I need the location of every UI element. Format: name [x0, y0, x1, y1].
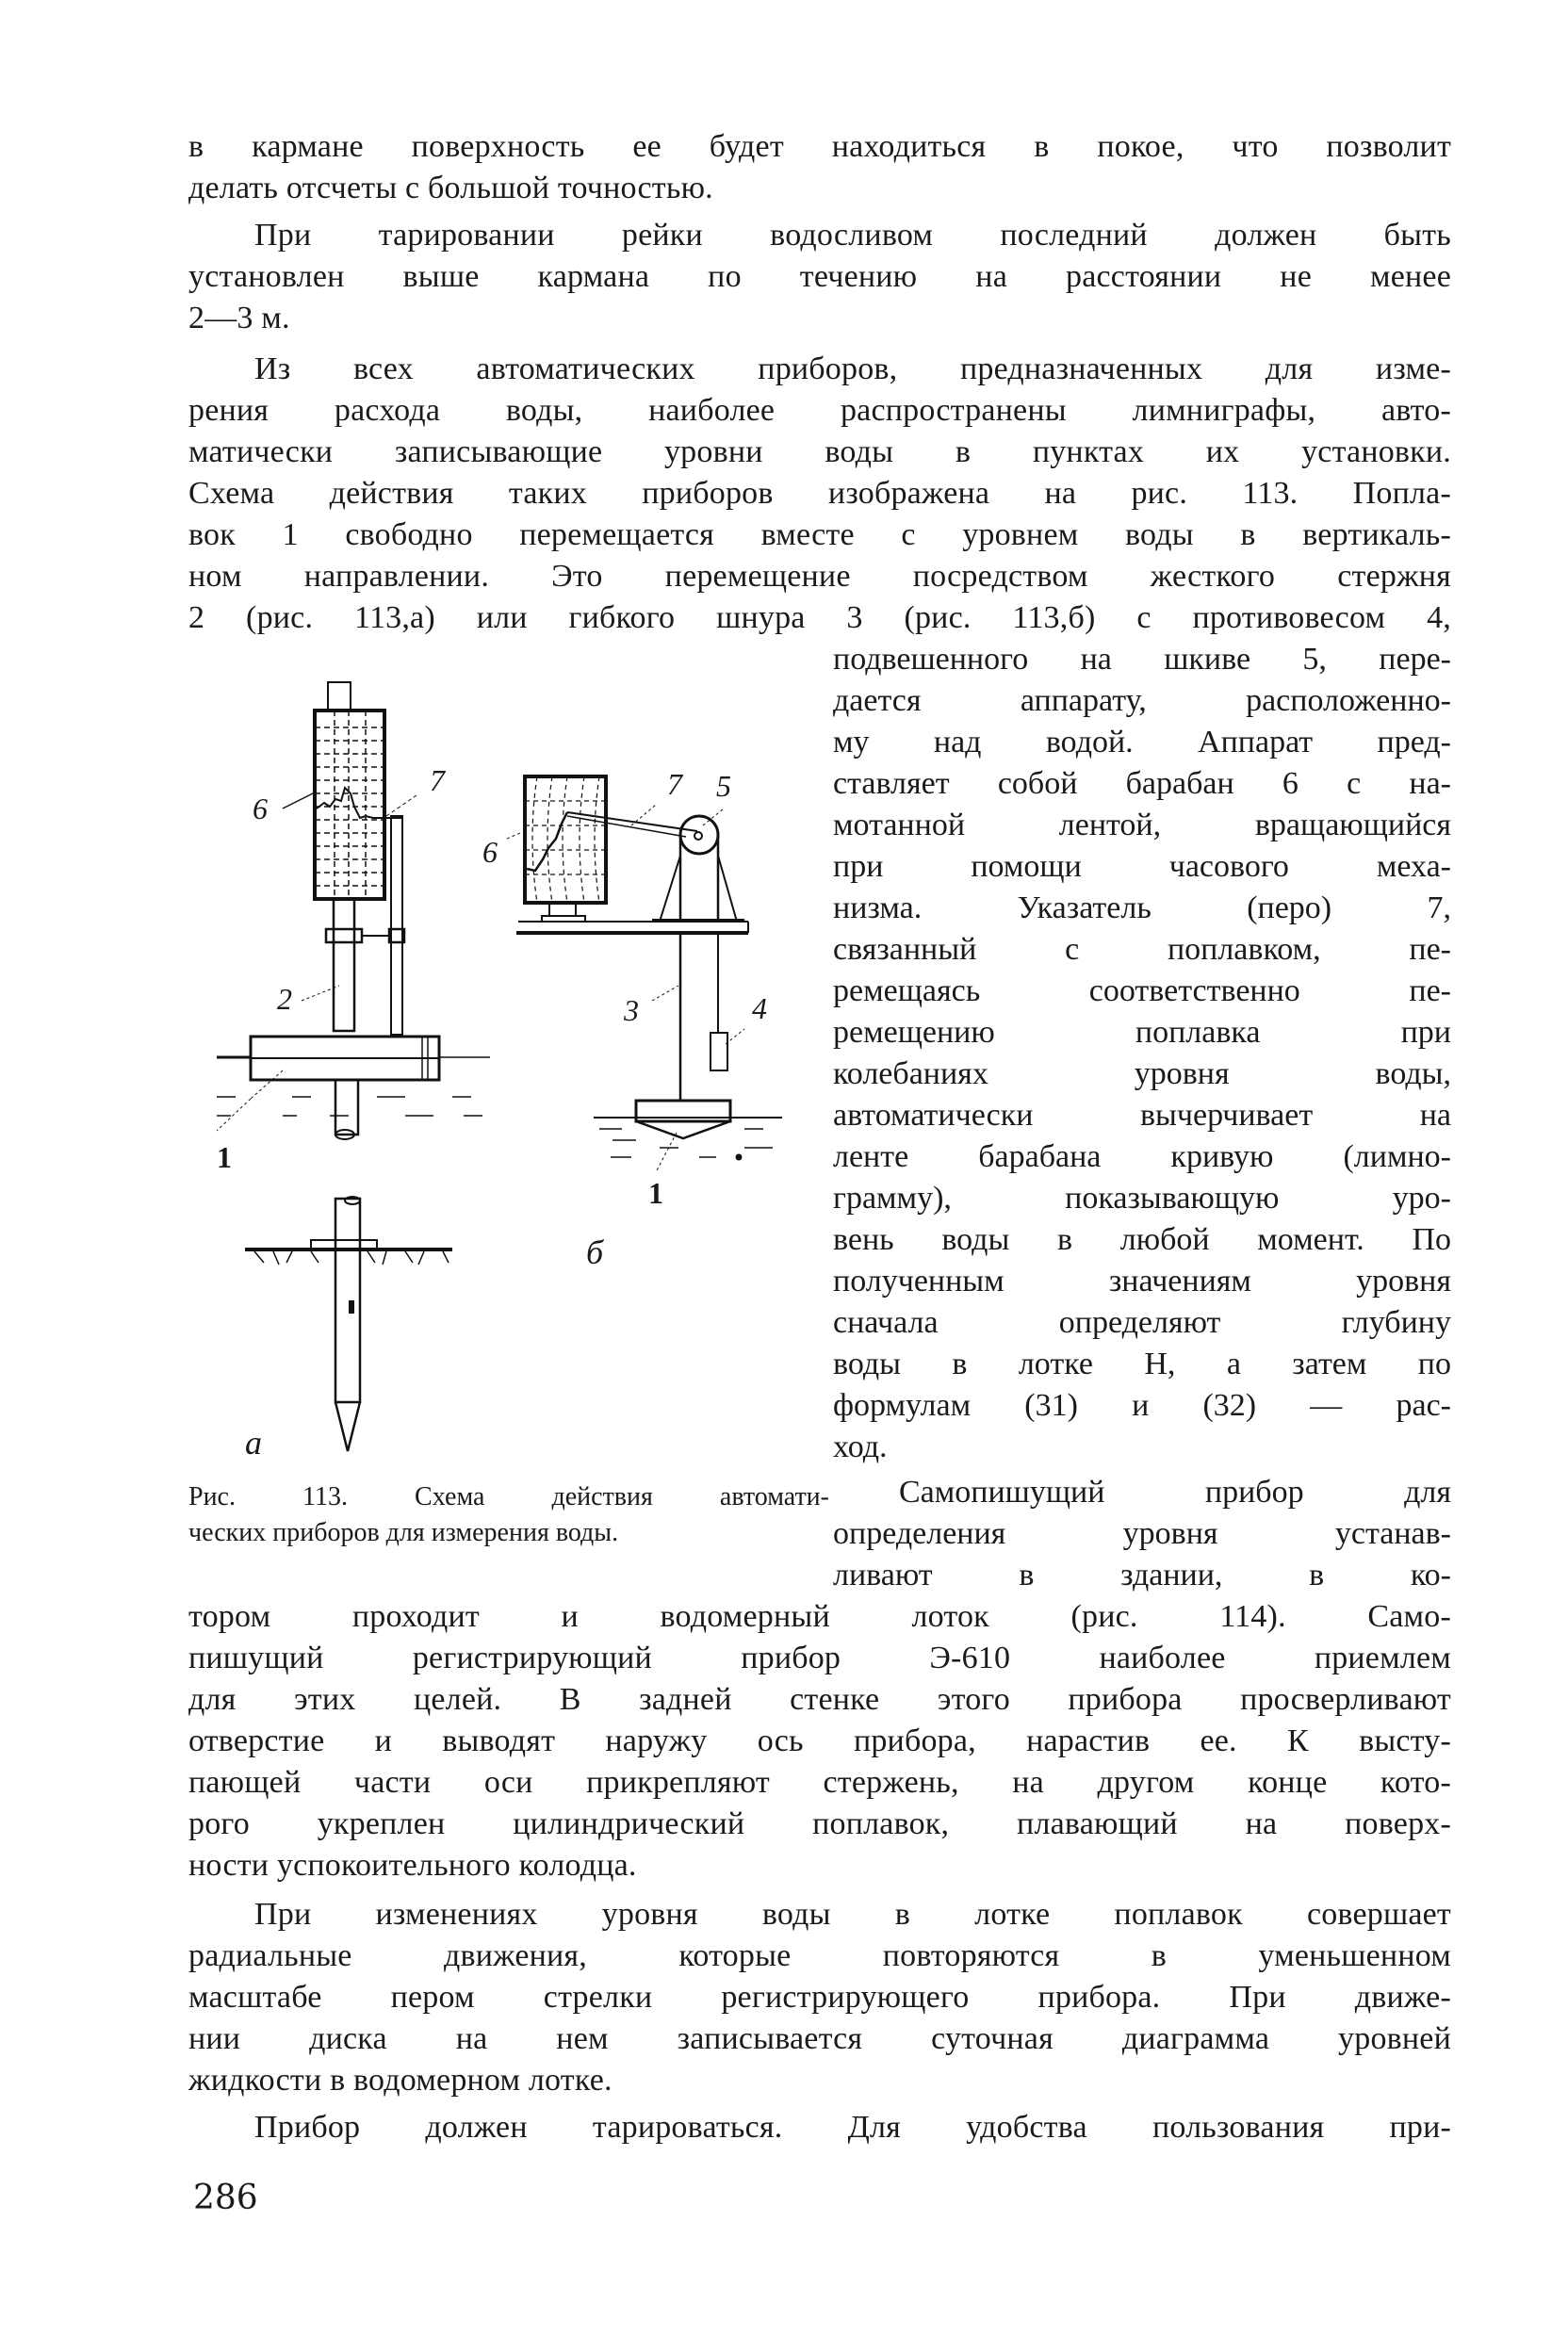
text-line: полученным значениям уровня — [833, 1264, 1451, 1298]
label-b-weight-4: 4 — [752, 991, 767, 1025]
text-line: для этих целей. В задней стенке этого прибора просверливают — [188, 1682, 1451, 1717]
text-line: вень воды в любой момент. По — [833, 1222, 1451, 1257]
text-line: связанный с поплавком, пе- — [833, 932, 1451, 967]
label-a-rod-2: 2 — [277, 982, 292, 1016]
text-line: жидкости в водомерном лотке. — [188, 2063, 612, 2098]
text-line: 2 (рис. 113,а) или гибкого шнура 3 (рис. 113,б) с противовесом 4, — [188, 600, 1451, 635]
label-b-float-1: 1 — [648, 1176, 663, 1210]
text-line: колебаниях уровня воды, — [833, 1056, 1451, 1091]
text-line: определения уровня устанав- — [833, 1516, 1451, 1551]
text-line: ном направлении. Это перемещение посредством жесткого стержня — [188, 559, 1451, 594]
figure-113 — [217, 650, 829, 1470]
text-line: Самопишущий прибор для — [899, 1475, 1451, 1510]
text-line: Из всех автоматических приборов, предназначенных для изме- — [254, 351, 1451, 386]
text-line: установлен выше кармана по течению на расстоянии не менее — [188, 259, 1451, 294]
label-b-pen-7: 7 — [667, 767, 682, 801]
text-line: матически записывающие уровни воды в пунктах их установки. — [188, 434, 1451, 469]
label-b-subfigure: б — [586, 1233, 604, 1271]
text-line: нии диска на нем записывается суточная диаграмма уровней — [188, 2021, 1451, 2056]
text-line: масштабе пером стрелки регистрирующего прибора. При движе- — [188, 1980, 1451, 2015]
text-line: дается аппарату, расположенно- — [833, 683, 1451, 718]
figure-caption-line: ческих приборов для измерения воды. — [188, 1518, 619, 1547]
text-line: ливают в здании, в ко- — [833, 1558, 1451, 1592]
text-line: ности успокоительного колодца. — [188, 1848, 637, 1883]
text-line: При изменениях уровня воды в лотке поплавок совершает — [254, 1897, 1451, 1932]
text-line: При тарировании рейки водосливом последний должен быть — [254, 218, 1451, 253]
text-line: рения расхода воды, наиболее распространены лимниграфы, авто- — [188, 393, 1451, 428]
text-line: му над водой. Аппарат пред- — [833, 725, 1451, 760]
text-line: вок 1 свободно перемещается вместе с уровнем воды в вертикаль- — [188, 517, 1451, 552]
text-line: пишущий регистрирующий прибор Э-610 наиболее приемлем — [188, 1641, 1451, 1675]
text-line: ставляет собой барабан 6 с на- — [833, 766, 1451, 801]
text-line: подвешенного на шкиве 5, пере- — [833, 642, 1451, 677]
text-line: Прибор должен тарироваться. Для удобства пользования при- — [254, 2110, 1451, 2145]
text-line: при помощи часового меха- — [833, 849, 1451, 884]
label-a-pen-7: 7 — [430, 763, 445, 797]
text-line: рого укреплен цилиндрический поплавок, плавающий на поверх- — [188, 1806, 1451, 1841]
text-line: отверстие и выводят наружу ось прибора, нарастив ее. К высту- — [188, 1723, 1451, 1758]
text-line: воды в лотке H, а затем по — [833, 1347, 1451, 1381]
label-a-drum-6: 6 — [253, 792, 268, 825]
text-line: формулам (31) и (32) — рас- — [833, 1388, 1451, 1423]
text-line: низма. Указатель (перо) 7, — [833, 890, 1451, 925]
text-line: Схема действия таких приборов изображена на рис. 113. Попла- — [188, 476, 1451, 511]
label-b-pulley-5: 5 — [716, 769, 731, 803]
limnigraph-diagram — [217, 650, 829, 1470]
text-line: мотанной лентой, вращающийся — [833, 808, 1451, 842]
text-line: тором проходит и водомерный лоток (рис. 114). Само- — [188, 1599, 1451, 1634]
label-b-cord-3: 3 — [624, 993, 639, 1027]
text-line: ленте барабана кривую (лимно- — [833, 1139, 1451, 1174]
text-line: грамму), показывающую уро- — [833, 1181, 1451, 1216]
text-line: 2—3 м. — [188, 301, 290, 335]
text-line: делать отсчеты с большой точностью. — [188, 171, 713, 205]
text-line: пающей части оси прикрепляют стержень, на другом конце кото- — [188, 1765, 1451, 1800]
text-line: радиальные движения, которые повторяются в уменьшенном — [188, 1938, 1451, 1973]
text-line: ход. — [833, 1429, 888, 1464]
text-line: в кармане поверхность ее будет находиться в покое, что позволит — [188, 129, 1451, 164]
text-line: автоматически вычерчивает на — [833, 1098, 1451, 1133]
label-a-float-1: 1 — [217, 1140, 232, 1174]
text-line: ремещаясь соответственно пе- — [833, 973, 1451, 1008]
label-a-subfigure: а — [245, 1424, 262, 1462]
figure-caption-line: Рис. 113. Схема действия автомати- — [188, 1482, 829, 1511]
label-b-drum-6: 6 — [482, 835, 498, 869]
text-line: сначала определяют глубину — [833, 1305, 1451, 1340]
text-line: ремещению поплавка при — [833, 1015, 1451, 1050]
page-number: 286 — [193, 2179, 258, 2217]
